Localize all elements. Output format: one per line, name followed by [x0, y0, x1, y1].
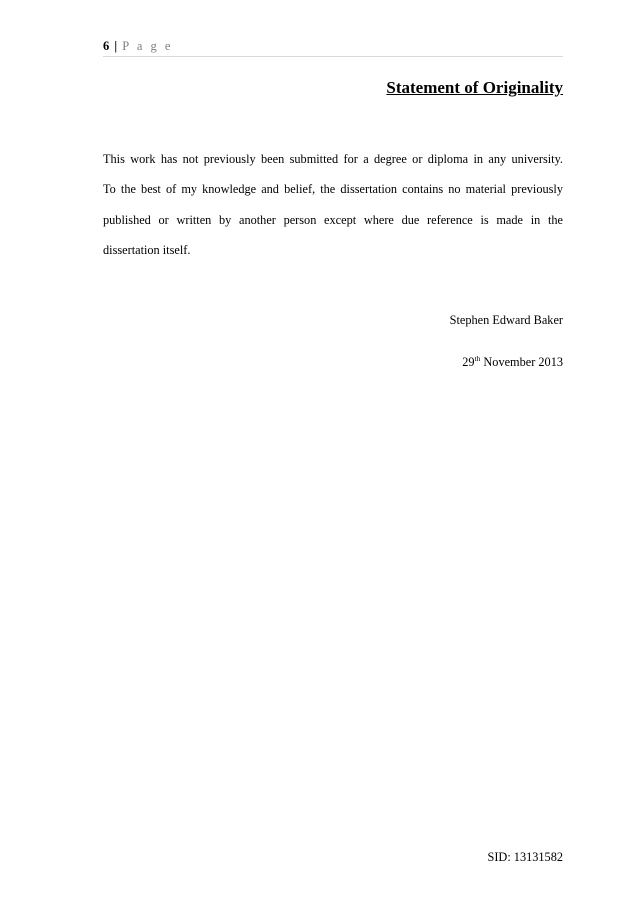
- page-header: [103, 38, 563, 57]
- date-day: 29: [462, 355, 475, 369]
- date-suffix: th: [474, 354, 481, 363]
- statement-line: This work has not previously been submitted for a degree or diploma in any university.: [103, 152, 563, 166]
- student-id: SID: 13131582: [487, 850, 563, 864]
- statement-line: dissertation itself.: [103, 243, 191, 258]
- signature-date: [462, 355, 563, 370]
- statement-line: To the best of my knowledge and belief, the dissertation contains no material previously: [103, 182, 563, 197]
- author-name: Stephen Edward Baker: [449, 313, 563, 327]
- statement-paragraph: [103, 144, 563, 266]
- page-number: 6: [103, 39, 110, 53]
- date-month-year: November 2013: [480, 355, 563, 369]
- document-title: Statement of Originality: [386, 78, 563, 97]
- statement-line: published or written by another person except where due reference is made in the: [103, 212, 563, 227]
- page-label: P a g e: [122, 39, 173, 53]
- page-separator: |: [114, 39, 118, 53]
